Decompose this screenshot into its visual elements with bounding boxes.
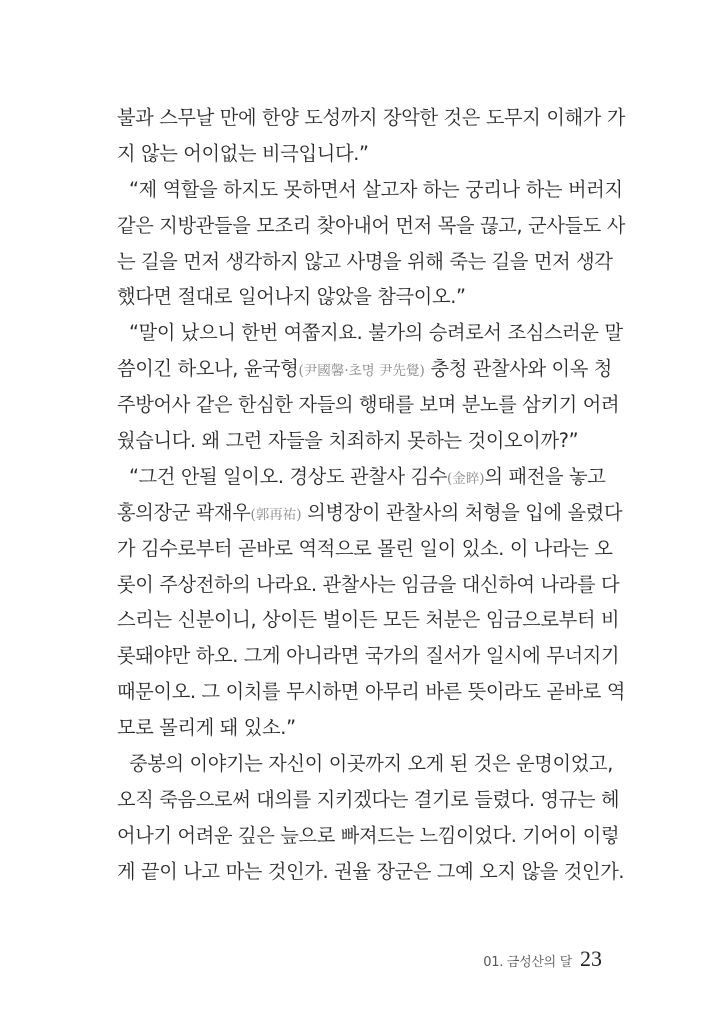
text-line <box>117 208 626 244</box>
text-segment: 롯돼야만 하오. 그게 아니라면 국가의 질서가 일시에 무너지기 <box>117 644 620 668</box>
text-segment: 롯이 주상전하의 나라요. 관찰사는 임금을 대신하여 나라를 다 <box>117 572 620 596</box>
text-line <box>117 136 601 172</box>
text-segment: 씀이긴 하오나, 윤국형 <box>117 357 299 381</box>
page-footer <box>480 946 602 980</box>
hanja-annotation: (金睟) <box>446 470 485 487</box>
text-segment: 스리는 신분이니, 상이든 벌이든 모든 처분은 임금으로부터 비 <box>117 608 620 632</box>
text-line <box>117 674 626 710</box>
text-line <box>117 854 625 890</box>
text-segment: 의병장이 관찰사의 처형을 입에 올렸다 <box>301 500 623 524</box>
hanja-annotation: (郭再祐) <box>250 506 302 523</box>
text-segment: 지 않는 어이없는 비극입니다.” <box>117 141 369 165</box>
text-line <box>117 782 620 818</box>
text-line <box>117 423 601 459</box>
text-line <box>117 746 614 782</box>
text-segment: 어나기 어려운 깊은 늪으로 빠져드는 느낌이었다. 기어이 이렇 <box>117 823 620 847</box>
text-line <box>117 531 613 567</box>
text-segment: “그건 안될 일이오. 경상도 관찰사 김수 <box>129 464 447 488</box>
text-segment: 같은 지방관들을 모조리 찾아내어 먼저 목을 끊고, 군사들도 사 <box>117 213 626 237</box>
text-segment: 중봉의 이야기는 자신이 이곳까지 오게 된 것은 운명이었고, <box>129 752 614 776</box>
text-segment: 게 끝이 나고 마는 것인가. 권율 장군은 그예 오지 않을 것인가. <box>117 859 625 883</box>
text-line <box>117 100 626 136</box>
page-number: 23 <box>580 946 602 971</box>
chapter-label: 01. 금성산의 달 <box>483 955 572 970</box>
text-line <box>117 315 623 351</box>
text-segment: 때문이오. 그 이치를 무시하면 아무리 바른 뜻이라도 곧바로 역 <box>117 680 626 704</box>
text-segment: 했다면 절대로 일어나지 않았을 참극이오.” <box>117 285 466 309</box>
text-line <box>117 387 620 423</box>
text-line <box>117 459 606 495</box>
text-segment: 모로 몰리게 돼 있소.” <box>117 716 296 740</box>
text-line <box>117 602 620 638</box>
text-segment: 는 길을 먼저 생각하지 않고 사명을 위해 죽는 길을 먼저 생각 <box>117 249 613 273</box>
text-segment: “제 역할을 하지도 못하면서 살고자 하는 궁리나 하는 버러지 <box>129 177 623 201</box>
text-line <box>117 638 620 674</box>
text-segment: 홍의장군 곽재우 <box>117 500 251 524</box>
text-segment: 오직 죽음으로써 대의를 지키겠다는 결기로 들렸다. 영규는 헤 <box>117 787 620 811</box>
text-segment: 충청 관찰사와 이옥 청 <box>424 357 613 381</box>
text-line <box>117 172 623 208</box>
text-line <box>117 244 613 280</box>
hanja-annotation: (尹國馨·초명 尹先覺) <box>298 363 425 380</box>
text-segment: 의 패전을 놓고 <box>484 464 606 488</box>
text-segment: 불과 스무날 만에 한양 도성까지 장악한 것은 도무지 이해가 가 <box>117 106 626 129</box>
text-line <box>117 710 601 746</box>
text-segment: “말이 났으니 한번 여쭙지요. 불가의 승려로서 조심스러운 말 <box>129 321 623 345</box>
text-segment: 주방어사 같은 한심한 자들의 행태를 보며 분노를 삼키기 어려 <box>117 393 620 417</box>
text-line <box>117 495 623 531</box>
text-line <box>117 279 601 315</box>
text-line <box>117 351 613 387</box>
text-line <box>117 818 620 854</box>
body-text <box>117 100 626 890</box>
text-segment: 웠습니다. 왜 그런 자들을 치죄하지 못하는 것이오이까?” <box>117 429 579 453</box>
text-line <box>117 567 620 603</box>
text-segment: 가 김수로부터 곧바로 역적으로 몰린 일이 있소. 이 나라는 오 <box>117 536 613 560</box>
